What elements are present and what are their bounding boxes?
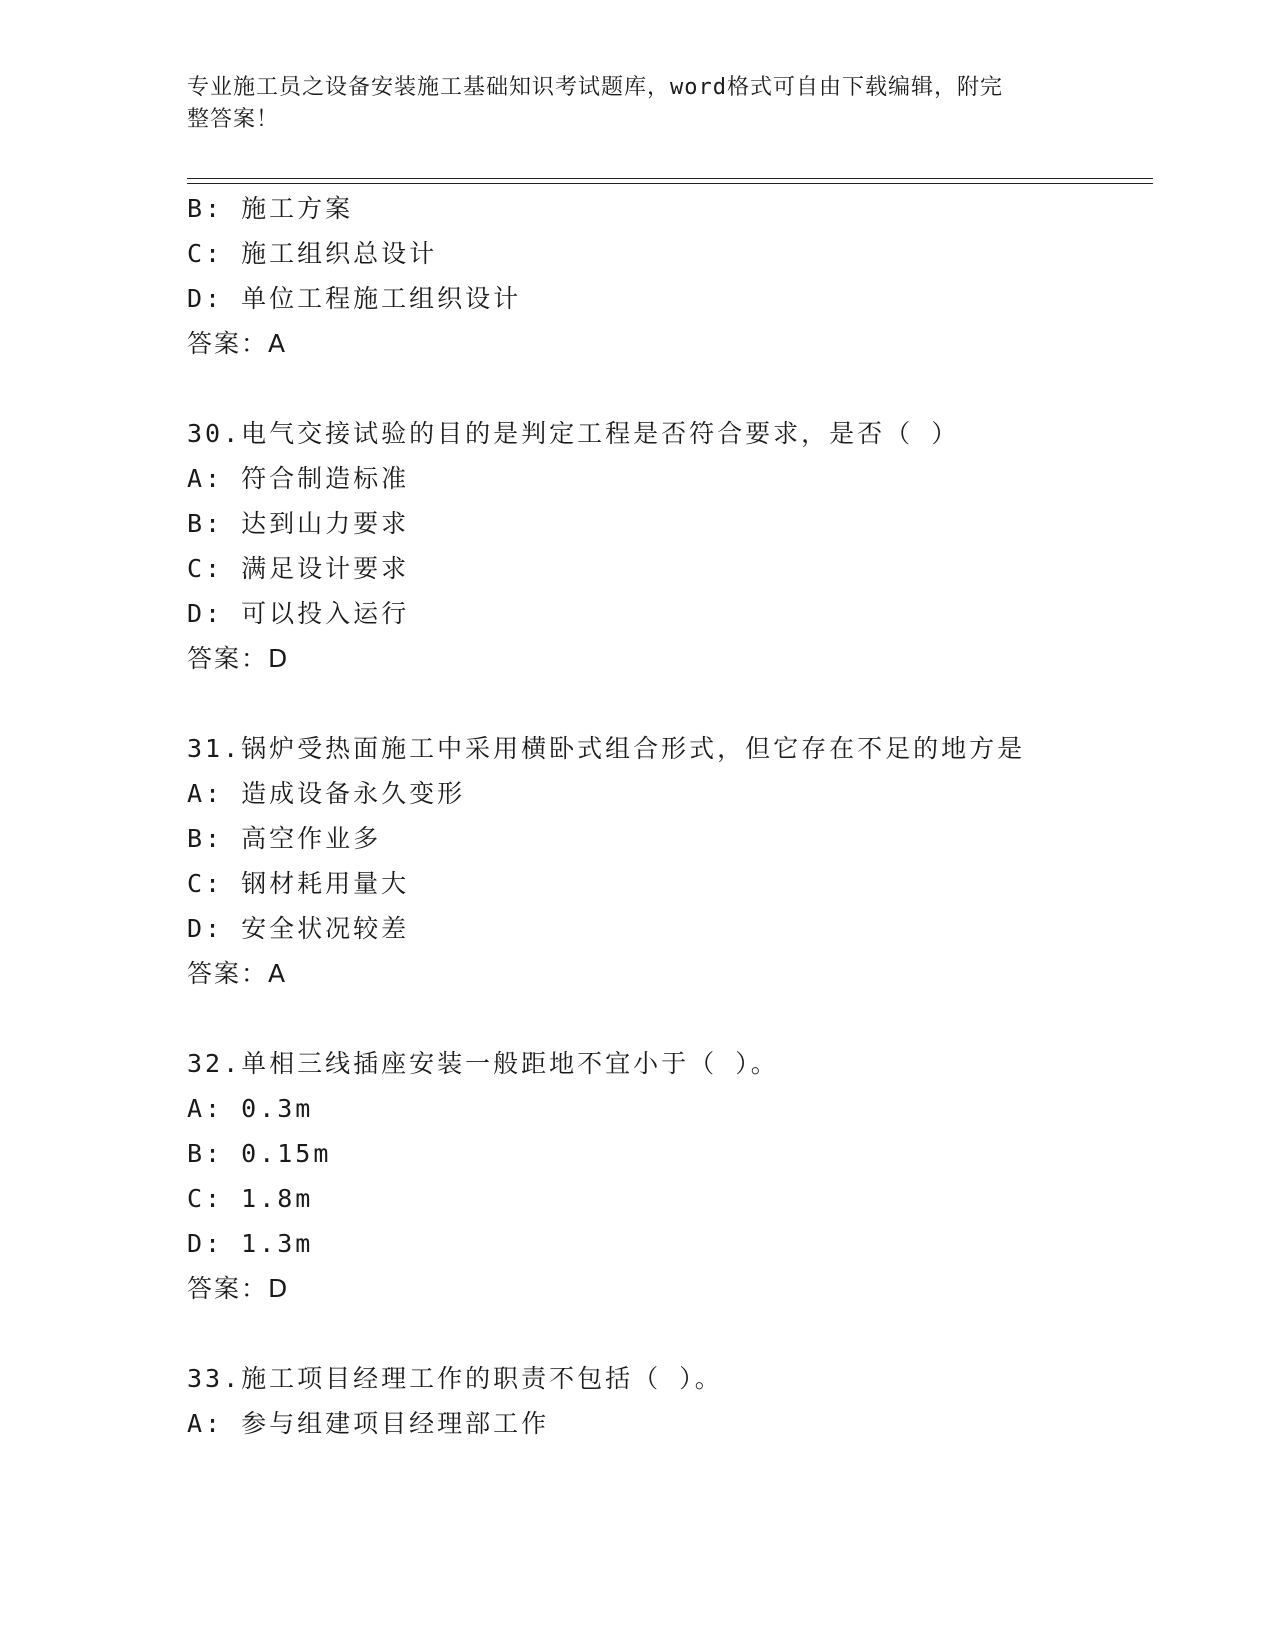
question-33-stem: 33.施工项目经理工作的职责不包括（ ）。 [187,1364,723,1393]
option-c: C: 1.8m [187,1184,314,1213]
option-a: A: 符合制造标准 [187,464,410,493]
option-d: D: 单位工程施工组织设计 [187,284,522,313]
answer-line: 答案：A [187,329,288,358]
option-d: D: 可以投入运行 [187,599,410,628]
option-c: C: 施工组织总设计 [187,239,438,268]
option-d: D: 1.3m [187,1229,314,1258]
header-line-2: 整答案！ [187,107,280,132]
question-31-stem: 31.锅炉受热面施工中采用横卧式组合形式，但它存在不足的地方是 [187,734,1026,763]
option-a: A: 0.3m [187,1094,314,1123]
option-a: A: 造成设备永久变形 [187,779,466,808]
answer-line: 答案：D [187,644,290,673]
option-b: B: 0.15m [187,1139,332,1168]
answer-line: 答案：A [187,959,288,988]
option-b: B: 达到山力要求 [187,509,410,538]
option-c: C: 钢材耗用量大 [187,869,410,898]
option-b: B: 高空作业多 [187,824,382,853]
header-divider-bottom [187,183,1153,184]
option-a: A: 参与组建项目经理部工作 [187,1409,550,1438]
option-d: D: 安全状况较差 [187,914,410,943]
answer-line: 答案：D [187,1274,290,1303]
document-header [187,72,1087,136]
header-line-1: 专业施工员之设备安装施工基础知识考试题库，word格式可自由下载编辑，附完 [187,75,1003,100]
question-30-stem: 30.电气交接试验的目的是判定工程是否符合要求，是否（ ） [187,419,960,448]
option-b: B: 施工方案 [187,194,354,223]
header-divider-top [187,178,1153,179]
option-c: C: 满足设计要求 [187,554,410,583]
question-32-stem: 32.单相三线插座安装一般距地不宜小于（ ）。 [187,1049,779,1078]
